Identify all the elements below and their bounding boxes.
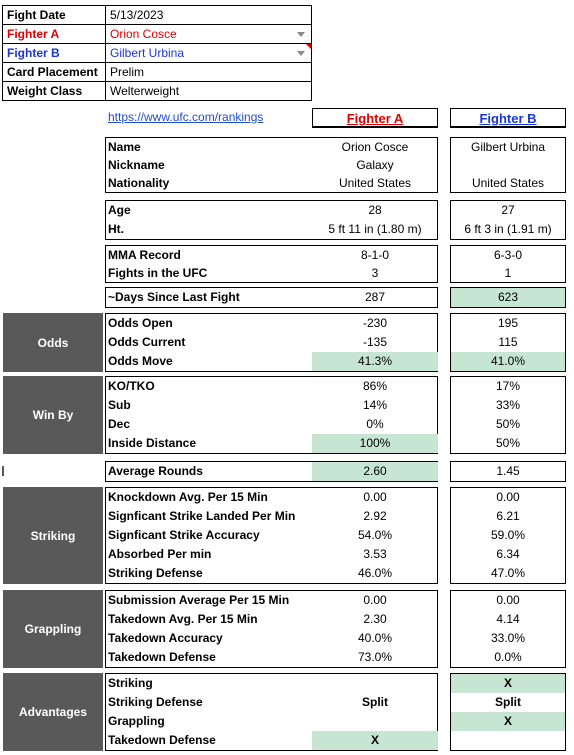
days-fighter-b-value: 623 [451,288,565,307]
winby-fighter-b-value: 50% [495,417,521,431]
advantages-row-label: Grappling [108,714,165,728]
record-row-label: MMA Record [108,248,181,262]
odds-fighter-a-value: -135 [362,335,388,349]
winby-row-label: KO/TKO [108,379,155,393]
record-fighter-a-value: 3 [371,266,379,280]
odds-fighter-a-value: -230 [362,316,388,330]
winby-section-label: Win By [3,376,103,454]
grappling-fighter-a-value: 0.00 [363,593,387,607]
bio-fighter-b-value: Gilbert Urbina [470,140,546,154]
striking-fighter-a-value: 46.0% [357,566,393,580]
bio-row-label: Name [108,140,141,154]
card-placement-label: Card Placement [3,63,106,82]
weight-class-label: Weight Class [3,82,106,101]
grappling-section-label: Grappling [3,590,103,668]
bio-fighter-b-value [451,156,565,174]
chevron-down-icon[interactable] [297,32,305,37]
advantages-fighter-b-value: Split [495,695,521,709]
advantages-fighter-b-value: X [451,674,565,693]
odds-section-label: Odds [3,313,103,372]
advantages-section-label: Advantages [3,673,103,751]
grappling-fighter-a-value: 73.0% [357,650,393,664]
physical-row-label: Ht. [108,222,124,236]
fighter-a-value: Orion Cosce [110,27,177,41]
weight-class-value[interactable]: Welterweight [106,82,312,101]
bio-fighter-a-value: Galaxy [356,158,394,172]
advantages-fighter-a-value [312,712,438,731]
advantages-row-label: Striking [108,676,153,690]
striking-row-label: Signficant Strike Accuracy [108,528,260,542]
rankings-link[interactable]: https://www.ufc.com/rankings [108,110,264,124]
winby-fighter-a-value: 100% [312,434,438,453]
physical-fighter-a-value: 5 ft 11 in (1.80 m) [328,222,422,236]
column-header-fighter-a: Fighter A [312,108,438,128]
avg-rounds-label: Average Rounds [108,464,203,478]
days-since-label: ~Days Since Last Fight [108,290,240,304]
striking-fighter-a-value: 54.0% [357,528,393,542]
grappling-fighter-b-value: 4.14 [496,612,520,626]
grappling-fighter-b-value: 0.00 [496,593,520,607]
advantages-fighter-a-value: X [312,731,438,750]
fighter-b-select[interactable] [106,44,312,63]
striking-section-label: Striking [3,487,103,584]
card-placement-value[interactable]: Prelim [106,63,312,82]
grappling-fighter-b-value: 0.0% [494,650,522,664]
striking-fighter-b-value: 0.00 [496,490,520,504]
fighter-b-value: Gilbert Urbina [110,46,185,60]
advantages-fighter-a-value [312,674,438,693]
odds-fighter-b-value: 115 [498,335,518,349]
winby-fighter-b-value: 17% [495,379,521,393]
striking-row-label: Absorbed Per min [108,547,212,561]
odds-row-label: Odds Current [108,335,186,349]
bio-fighter-a-value: Orion Cosce [341,140,409,154]
avg-rounds-fighter-b-value: 1.45 [496,464,520,478]
grappling-row-label: Takedown Accuracy [108,631,223,645]
odds-fighter-b-value: 195 [497,316,519,330]
striking-fighter-b-value: 6.34 [496,547,520,561]
column-header-fighter-b: Fighter B [450,108,566,128]
record-fighter-b-value: 6-3-0 [493,248,522,262]
grappling-fighter-b-value: 33.0% [490,631,526,645]
striking-row-label: Signficant Strike Landed Per Min [108,509,296,523]
fight-date-value[interactable]: 5/13/2023 [106,6,312,25]
advantages-fighter-b-value: X [451,712,565,731]
striking-fighter-a-value: 0.00 [363,490,387,504]
fighter-b-label: Fighter B [3,44,106,63]
record-fighter-a-value: 8-1-0 [360,248,389,262]
striking-fighter-b-value: 47.0% [490,566,526,580]
avg-rounds-fighter-a-value: 2.60 [312,462,438,481]
striking-fighter-a-value: 3.53 [363,547,387,561]
winby-fighter-a-value: 86% [362,379,388,393]
fighter-a-label: Fighter A [3,25,106,44]
physical-row-label: Age [108,203,131,217]
winby-fighter-b-value: 33% [495,398,521,412]
advantages-row-label: Striking Defense [108,695,203,709]
record-row-label: Fights in the UFC [108,266,208,280]
winby-row-label: Inside Distance [108,436,197,450]
bio-row-label: Nationality [108,176,170,190]
grappling-fighter-a-value: 2.30 [363,612,387,626]
winby-row-label: Sub [108,398,131,412]
advantages-fighter-a-value: Split [362,695,388,709]
physical-fighter-a-value: 28 [368,203,382,217]
bio-fighter-a-value: United States [338,176,412,190]
physical-fighter-b-value: 27 [501,203,515,217]
striking-fighter-b-value: 6.21 [496,509,520,523]
grappling-row-label: Submission Average Per 15 Min [108,593,290,607]
odds-row-label: Odds Open [108,316,173,330]
grappling-row-label: Takedown Defense [108,650,216,664]
fight-date-label: Fight Date [3,6,106,25]
bio-row-label: Nickname [108,158,165,172]
odds-fighter-b-value: 41.0% [451,352,565,371]
comment-indicator-icon [306,44,311,49]
winby-row-label: Dec [108,417,131,431]
grappling-row-label: Takedown Avg. Per 15 Min [108,612,258,626]
striking-fighter-b-value: 59.0% [490,528,526,542]
section-marker [2,466,4,476]
odds-fighter-a-value: 41.3% [312,352,438,371]
winby-fighter-a-value: 14% [362,398,388,412]
striking-row-label: Striking Defense [108,566,203,580]
striking-row-label: Knockdown Avg. Per 15 Min [108,490,268,504]
winby-fighter-b-value: 50% [495,436,521,450]
fighter-a-select[interactable] [106,25,312,44]
advantages-fighter-b-value [451,731,565,750]
days-fighter-a-value: 287 [364,290,386,304]
chevron-down-icon[interactable] [297,51,305,56]
odds-row-label: Odds Move [108,354,173,368]
grappling-fighter-a-value: 40.0% [357,631,393,645]
striking-fighter-a-value: 2.92 [363,509,387,523]
fight-info-table [2,5,312,102]
physical-fighter-b-value: 6 ft 3 in (1.91 m) [464,222,552,236]
record-fighter-b-value: 1 [504,266,512,280]
winby-fighter-a-value: 0% [366,417,384,431]
advantages-row-label: Takedown Defense [108,733,216,747]
bio-fighter-b-value: United States [471,176,545,190]
